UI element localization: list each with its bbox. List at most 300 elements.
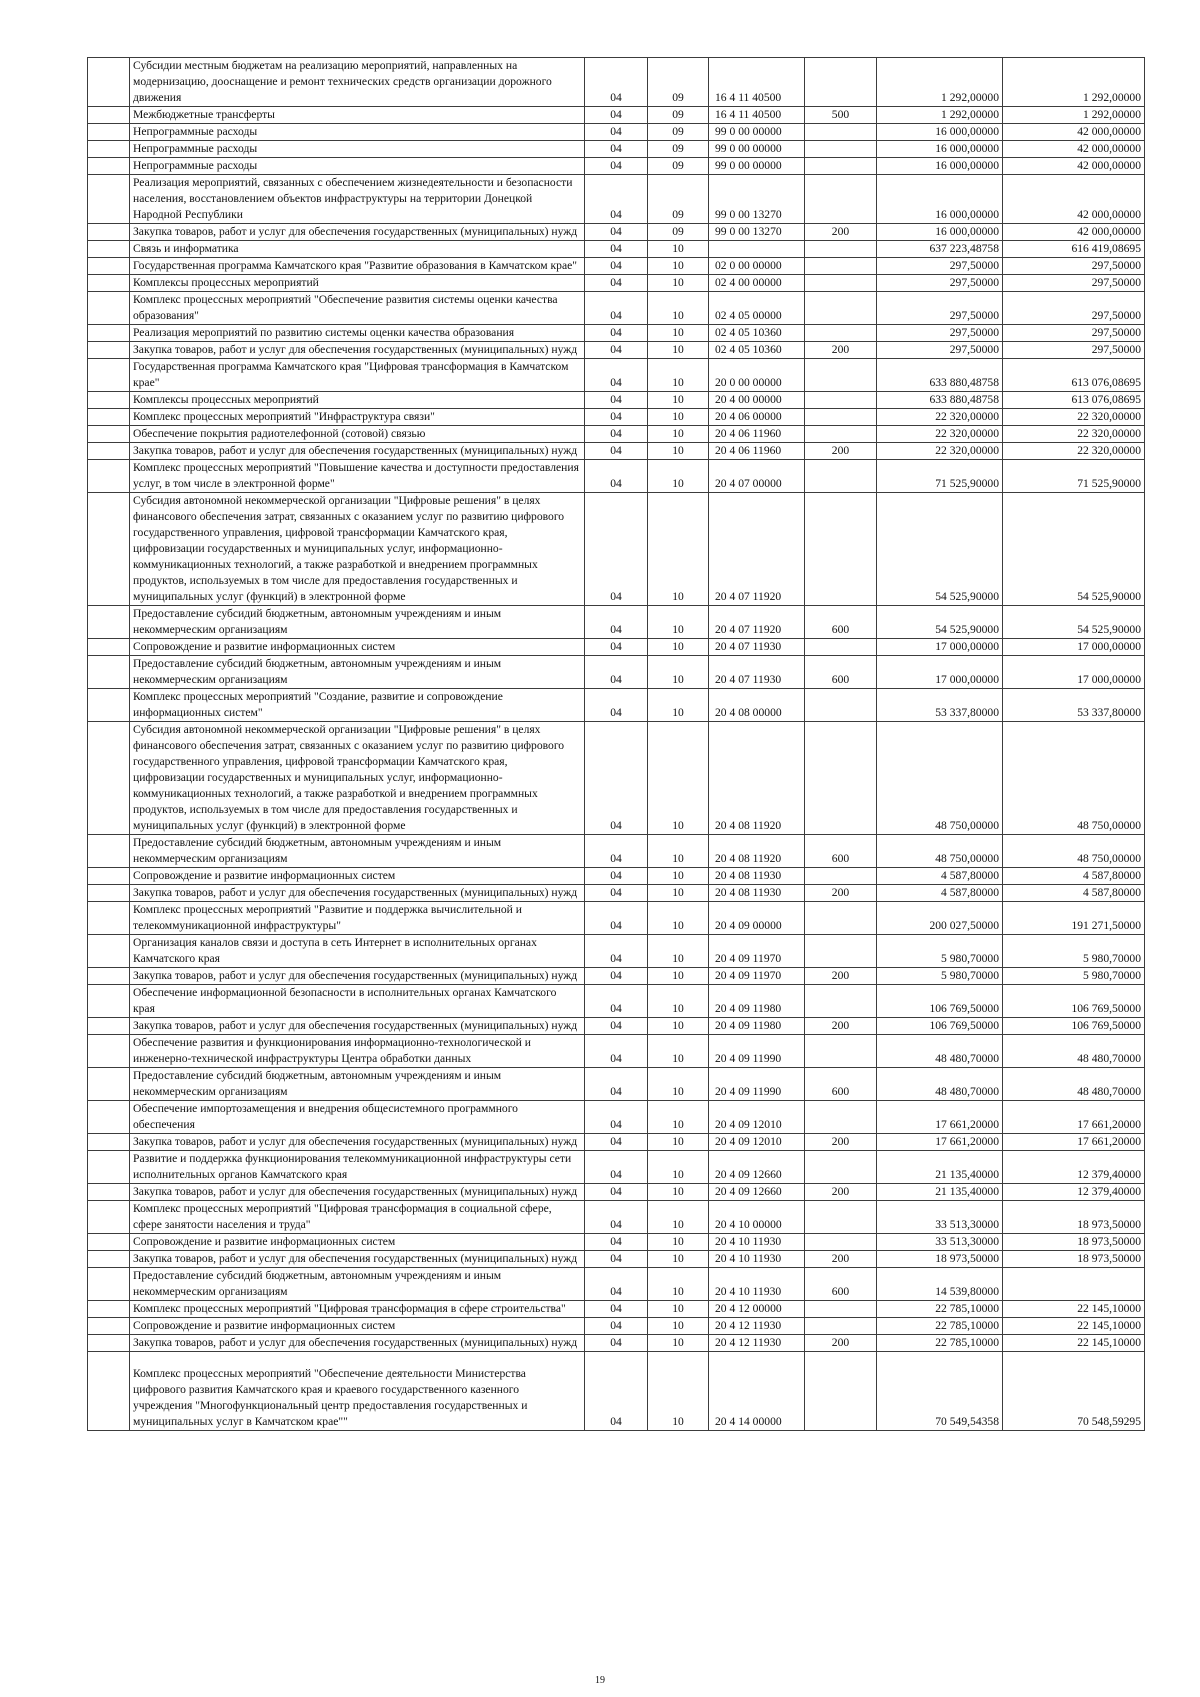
- subsection-code-cell: 10: [648, 1201, 709, 1234]
- target-article-code-cell: 20 4 07 11920: [709, 493, 805, 606]
- row-number-cell: [88, 1018, 130, 1035]
- target-article-code-cell: 20 4 09 00000: [709, 902, 805, 935]
- expense-type-code-cell: [805, 392, 877, 409]
- target-article-code-cell: 16 4 11 40500: [709, 107, 805, 124]
- table-row: [88, 1335, 1145, 1352]
- expense-name-cell: Обеспечение развития и функционирования информационно-технологической и инженерно-технической инфраструктуры Центра обработки данных: [130, 1035, 585, 1068]
- target-article-code-cell: 20 4 07 11930: [709, 639, 805, 656]
- table-row: [88, 902, 1145, 935]
- expense-name-cell: Обеспечение импортозамещения и внедрения общесистемного программного обеспечения: [130, 1101, 585, 1134]
- amount-year1-cell: 16 000,00000: [877, 175, 1003, 224]
- section-code-cell: 04: [585, 722, 648, 835]
- table-row: [88, 124, 1145, 141]
- amount-year2-cell: 22 320,00000: [1003, 443, 1145, 460]
- expense-name-cell: Комплекс процессных мероприятий "Обеспечение деятельности Министерства цифрового развития Камчатского края и краевого государственного казенного учреждения "Многофункциональный центр предоставления государственных и муниципальных услуг в Камчатском крае"": [130, 1352, 585, 1431]
- row-number-cell: [88, 1318, 130, 1335]
- table-row: [88, 342, 1145, 359]
- row-number-cell: [88, 1201, 130, 1234]
- table-row: [88, 935, 1145, 968]
- target-article-code-cell: 20 4 09 11990: [709, 1035, 805, 1068]
- subsection-code-cell: 10: [648, 935, 709, 968]
- subsection-code-cell: 10: [648, 1335, 709, 1352]
- amount-year2-cell: 191 271,50000: [1003, 902, 1145, 935]
- table-row: [88, 1352, 1145, 1431]
- subsection-code-cell: 10: [648, 359, 709, 392]
- amount-year2-cell: 297,50000: [1003, 275, 1145, 292]
- amount-year2-cell: 17 661,20000: [1003, 1101, 1145, 1134]
- expense-name-cell: Комплекс процессных мероприятий "Цифровая трансформация в социальной сфере, сфере занятости населения и труда": [130, 1201, 585, 1234]
- table-row: [88, 175, 1145, 224]
- expense-name-cell: Государственная программа Камчатского края "Развитие образования в Камчатском крае": [130, 258, 585, 275]
- amount-year1-cell: 5 980,70000: [877, 968, 1003, 985]
- target-article-code-cell: 99 0 00 13270: [709, 175, 805, 224]
- target-article-code-cell: 20 4 09 11970: [709, 935, 805, 968]
- section-code-cell: 04: [585, 1352, 648, 1431]
- target-article-code-cell: 20 4 06 00000: [709, 409, 805, 426]
- amount-year1-cell: 633 880,48758: [877, 359, 1003, 392]
- section-code-cell: 04: [585, 258, 648, 275]
- target-article-code-cell: 99 0 00 00000: [709, 141, 805, 158]
- expense-type-code-cell: [805, 124, 877, 141]
- amount-year2-cell: 12 379,40000: [1003, 1151, 1145, 1184]
- expense-name-cell: Комплексы процессных мероприятий: [130, 392, 585, 409]
- table-row: [88, 224, 1145, 241]
- subsection-code-cell: 10: [648, 1251, 709, 1268]
- expense-type-code-cell: [805, 409, 877, 426]
- section-code-cell: 04: [585, 689, 648, 722]
- row-number-cell: [88, 1301, 130, 1318]
- row-number-cell: [88, 606, 130, 639]
- section-code-cell: 04: [585, 1068, 648, 1101]
- budget-table-sheet: [87, 57, 1144, 1431]
- row-number-cell: [88, 935, 130, 968]
- section-code-cell: 04: [585, 1035, 648, 1068]
- section-code-cell: 04: [585, 342, 648, 359]
- row-number-cell: [88, 1251, 130, 1268]
- subsection-code-cell: 10: [648, 258, 709, 275]
- subsection-code-cell: 10: [648, 639, 709, 656]
- amount-year1-cell: 18 973,50000: [877, 1251, 1003, 1268]
- amount-year2-cell: 613 076,08695: [1003, 392, 1145, 409]
- amount-year1-cell: 16 000,00000: [877, 124, 1003, 141]
- section-code-cell: 04: [585, 224, 648, 241]
- row-number-cell: [88, 175, 130, 224]
- amount-year1-cell: 48 750,00000: [877, 722, 1003, 835]
- target-article-code-cell: 20 4 09 11970: [709, 968, 805, 985]
- row-number-cell: [88, 325, 130, 342]
- table-row: [88, 1134, 1145, 1151]
- expense-name-cell: Закупка товаров, работ и услуг для обеспечения государственных (муниципальных) нужд: [130, 443, 585, 460]
- expense-name-cell: Субсидия автономной некоммерческой организации "Цифровые решения" в целях финансового обеспечения затрат, связанных с оказанием услуг по развитию цифрового государственного управления, цифровой трансформации Камчатского края, цифровизации государственных и муниципальных услуг, информационно-коммуникационных технологий, а также разработкой и внедрением программных продуктов, используемых в том числе для предоставления государственных и муниципальных услуг (функций) в электронной форме: [130, 722, 585, 835]
- amount-year1-cell: 48 480,70000: [877, 1035, 1003, 1068]
- subsection-code-cell: 10: [648, 342, 709, 359]
- table-row: [88, 1151, 1145, 1184]
- amount-year2-cell: 42 000,00000: [1003, 124, 1145, 141]
- amount-year2-cell: 616 419,08695: [1003, 241, 1145, 258]
- row-number-cell: [88, 342, 130, 359]
- amount-year1-cell: 17 000,00000: [877, 639, 1003, 656]
- subsection-code-cell: 10: [648, 443, 709, 460]
- subsection-code-cell: 09: [648, 58, 709, 107]
- expense-name-cell: Комплекс процессных мероприятий "Развитие и поддержка вычислительной и телекоммуникационной инфраструктуры": [130, 902, 585, 935]
- row-number-cell: [88, 58, 130, 107]
- section-code-cell: 04: [585, 443, 648, 460]
- amount-year2-cell: 42 000,00000: [1003, 224, 1145, 241]
- amount-year2-cell: 48 480,70000: [1003, 1035, 1145, 1068]
- subsection-code-cell: 10: [648, 1318, 709, 1335]
- subsection-code-cell: 10: [648, 1352, 709, 1431]
- amount-year2-cell: 297,50000: [1003, 258, 1145, 275]
- subsection-code-cell: 09: [648, 141, 709, 158]
- table-row: [88, 275, 1145, 292]
- expense-type-code-cell: 600: [805, 835, 877, 868]
- amount-year1-cell: 4 587,80000: [877, 868, 1003, 885]
- row-number-cell: [88, 968, 130, 985]
- expense-name-cell: Сопровождение и развитие информационных систем: [130, 868, 585, 885]
- table-row: [88, 1201, 1145, 1234]
- amount-year1-cell: 53 337,80000: [877, 689, 1003, 722]
- amount-year1-cell: 297,50000: [877, 292, 1003, 325]
- amount-year2-cell: 106 769,50000: [1003, 1018, 1145, 1035]
- amount-year1-cell: 22 320,00000: [877, 426, 1003, 443]
- section-code-cell: 04: [585, 493, 648, 606]
- row-number-cell: [88, 1068, 130, 1101]
- row-number-cell: [88, 835, 130, 868]
- amount-year1-cell: 21 135,40000: [877, 1184, 1003, 1201]
- expense-type-code-cell: [805, 460, 877, 493]
- subsection-code-cell: 10: [648, 868, 709, 885]
- expense-type-code-cell: 200: [805, 1251, 877, 1268]
- expense-name-cell: Закупка товаров, работ и услуг для обеспечения государственных (муниципальных) нужд: [130, 224, 585, 241]
- expense-name-cell: Связь и информатика: [130, 241, 585, 258]
- expense-type-code-cell: [805, 275, 877, 292]
- amount-year1-cell: 1 292,00000: [877, 58, 1003, 107]
- amount-year1-cell: 48 480,70000: [877, 1068, 1003, 1101]
- section-code-cell: 04: [585, 426, 648, 443]
- section-code-cell: 04: [585, 968, 648, 985]
- expense-type-code-cell: [805, 359, 877, 392]
- section-code-cell: 04: [585, 902, 648, 935]
- row-number-cell: [88, 656, 130, 689]
- table-row: [88, 1251, 1145, 1268]
- expense-name-cell: Предоставление субсидий бюджетным, автономным учреждениям и иным некоммерческим организациям: [130, 1068, 585, 1101]
- table-row: [88, 1068, 1145, 1101]
- amount-year1-cell: 16 000,00000: [877, 158, 1003, 175]
- expense-type-code-cell: [805, 935, 877, 968]
- section-code-cell: 04: [585, 639, 648, 656]
- amount-year2-cell: 48 480,70000: [1003, 1068, 1145, 1101]
- expense-name-cell: Межбюджетные трансферты: [130, 107, 585, 124]
- amount-year2-cell: 42 000,00000: [1003, 158, 1145, 175]
- amount-year2-cell: 613 076,08695: [1003, 359, 1145, 392]
- target-article-code-cell: 99 0 00 00000: [709, 124, 805, 141]
- amount-year2-cell: 12 379,40000: [1003, 1184, 1145, 1201]
- target-article-code-cell: 20 4 00 00000: [709, 392, 805, 409]
- expense-type-code-cell: [805, 241, 877, 258]
- table-row: [88, 258, 1145, 275]
- table-row: [88, 722, 1145, 835]
- amount-year2-cell: 71 525,90000: [1003, 460, 1145, 493]
- amount-year2-cell: 54 525,90000: [1003, 606, 1145, 639]
- row-number-cell: [88, 868, 130, 885]
- subsection-code-cell: 10: [648, 985, 709, 1018]
- section-code-cell: 04: [585, 1301, 648, 1318]
- row-number-cell: [88, 443, 130, 460]
- expense-type-code-cell: [805, 1234, 877, 1251]
- expense-name-cell: Обеспечение покрытия радиотелефонной (сотовой) связью: [130, 426, 585, 443]
- row-number-cell: [88, 107, 130, 124]
- subsection-code-cell: 10: [648, 493, 709, 606]
- expense-name-cell: Закупка товаров, работ и услуг для обеспечения государственных (муниципальных) нужд: [130, 1335, 585, 1352]
- expense-type-code-cell: 600: [805, 606, 877, 639]
- amount-year2-cell: 22 145,10000: [1003, 1335, 1145, 1352]
- subsection-code-cell: 10: [648, 1151, 709, 1184]
- row-number-cell: [88, 241, 130, 258]
- table-row: [88, 493, 1145, 606]
- target-article-code-cell: 20 4 10 11930: [709, 1268, 805, 1301]
- amount-year2-cell: 70 548,59295: [1003, 1352, 1145, 1431]
- target-article-code-cell: 20 4 07 11930: [709, 656, 805, 689]
- target-article-code-cell: 02 4 05 10360: [709, 342, 805, 359]
- amount-year1-cell: 54 525,90000: [877, 493, 1003, 606]
- table-row: [88, 1318, 1145, 1335]
- expense-type-code-cell: 200: [805, 968, 877, 985]
- amount-year1-cell: 297,50000: [877, 325, 1003, 342]
- target-article-code-cell: 99 0 00 00000: [709, 158, 805, 175]
- row-number-cell: [88, 359, 130, 392]
- section-code-cell: 04: [585, 935, 648, 968]
- section-code-cell: 04: [585, 325, 648, 342]
- amount-year2-cell: 297,50000: [1003, 325, 1145, 342]
- amount-year2-cell: 5 980,70000: [1003, 935, 1145, 968]
- section-code-cell: 04: [585, 107, 648, 124]
- row-number-cell: [88, 1335, 130, 1352]
- section-code-cell: 04: [585, 292, 648, 325]
- expense-type-code-cell: [805, 1301, 877, 1318]
- subsection-code-cell: 10: [648, 241, 709, 258]
- table-row: [88, 606, 1145, 639]
- expense-type-code-cell: [805, 292, 877, 325]
- expense-type-code-cell: [805, 1101, 877, 1134]
- section-code-cell: 04: [585, 359, 648, 392]
- row-number-cell: [88, 1134, 130, 1151]
- amount-year2-cell: 42 000,00000: [1003, 141, 1145, 158]
- table-row: [88, 968, 1145, 985]
- amount-year2-cell: 48 750,00000: [1003, 835, 1145, 868]
- subsection-code-cell: 10: [648, 689, 709, 722]
- expense-type-code-cell: [805, 141, 877, 158]
- expense-type-code-cell: 600: [805, 1068, 877, 1101]
- target-article-code-cell: 02 4 00 00000: [709, 275, 805, 292]
- row-number-cell: [88, 292, 130, 325]
- target-article-code-cell: 02 4 05 10360: [709, 325, 805, 342]
- row-number-cell: [88, 1151, 130, 1184]
- subsection-code-cell: 10: [648, 409, 709, 426]
- target-article-code-cell: 20 4 09 12660: [709, 1184, 805, 1201]
- expense-type-code-cell: 200: [805, 443, 877, 460]
- section-code-cell: 04: [585, 1134, 648, 1151]
- section-code-cell: 04: [585, 985, 648, 1018]
- row-number-cell: [88, 493, 130, 606]
- amount-year1-cell: 17 000,00000: [877, 656, 1003, 689]
- expense-type-code-cell: 600: [805, 656, 877, 689]
- row-number-cell: [88, 409, 130, 426]
- subsection-code-cell: 10: [648, 1101, 709, 1134]
- subsection-code-cell: 10: [648, 722, 709, 835]
- expense-name-cell: Предоставление субсидий бюджетным, автономным учреждениям и иным некоммерческим организациям: [130, 656, 585, 689]
- expense-name-cell: Непрограммные расходы: [130, 141, 585, 158]
- page-number: 19: [595, 1675, 605, 1686]
- expense-name-cell: Закупка товаров, работ и услуг для обеспечения государственных (муниципальных) нужд: [130, 1251, 585, 1268]
- target-article-code-cell: 20 4 14 00000: [709, 1352, 805, 1431]
- subsection-code-cell: 10: [648, 1068, 709, 1101]
- expense-name-cell: Обеспечение информационной безопасности в исполнительных органах Камчатского края: [130, 985, 585, 1018]
- row-number-cell: [88, 124, 130, 141]
- amount-year1-cell: 4 587,80000: [877, 885, 1003, 902]
- amount-year2-cell: 48 750,00000: [1003, 722, 1145, 835]
- target-article-code-cell: 20 4 08 11920: [709, 835, 805, 868]
- amount-year1-cell: 48 750,00000: [877, 835, 1003, 868]
- amount-year1-cell: 22 785,10000: [877, 1301, 1003, 1318]
- target-article-code-cell: 20 4 08 00000: [709, 689, 805, 722]
- amount-year1-cell: 200 027,50000: [877, 902, 1003, 935]
- subsection-code-cell: 09: [648, 224, 709, 241]
- budget-table: [87, 57, 1145, 1431]
- expense-name-cell: Предоставление субсидий бюджетным, автономным учреждениям и иным некоммерческим организациям: [130, 835, 585, 868]
- row-number-cell: [88, 1184, 130, 1201]
- expense-name-cell: Организация каналов связи и доступа в сеть Интернет в исполнительных органах Камчатского края: [130, 935, 585, 968]
- section-code-cell: 04: [585, 1251, 648, 1268]
- expense-name-cell: Закупка товаров, работ и услуг для обеспечения государственных (муниципальных) нужд: [130, 885, 585, 902]
- target-article-code-cell: 99 0 00 13270: [709, 224, 805, 241]
- expense-name-cell: Комплекс процессных мероприятий "Создание, развитие и сопровождение информационных систем": [130, 689, 585, 722]
- section-code-cell: 04: [585, 275, 648, 292]
- expense-name-cell: Комплекс процессных мероприятий "Обеспечение развития системы оценки качества образования": [130, 292, 585, 325]
- table-row: [88, 1018, 1145, 1035]
- target-article-code-cell: 20 4 12 11930: [709, 1318, 805, 1335]
- table-row: [88, 985, 1145, 1018]
- expense-type-code-cell: 200: [805, 1018, 877, 1035]
- section-code-cell: 04: [585, 1318, 648, 1335]
- expense-name-cell: Непрограммные расходы: [130, 124, 585, 141]
- expense-name-cell: Предоставление субсидий бюджетным, автономным учреждениям и иным некоммерческим организациям: [130, 1268, 585, 1301]
- section-code-cell: 04: [585, 1234, 648, 1251]
- subsection-code-cell: 10: [648, 656, 709, 689]
- expense-type-code-cell: [805, 1352, 877, 1431]
- table-row: [88, 359, 1145, 392]
- expense-name-cell: Закупка товаров, работ и услуг для обеспечения государственных (муниципальных) нужд: [130, 1018, 585, 1035]
- table-row: [88, 325, 1145, 342]
- row-number-cell: [88, 639, 130, 656]
- row-number-cell: [88, 1268, 130, 1301]
- target-article-code-cell: 20 4 06 11960: [709, 426, 805, 443]
- table-row: [88, 868, 1145, 885]
- expense-type-code-cell: [805, 1035, 877, 1068]
- table-row: [88, 443, 1145, 460]
- expense-name-cell: Закупка товаров, работ и услуг для обеспечения государственных (муниципальных) нужд: [130, 1134, 585, 1151]
- amount-year2-cell: 17 000,00000: [1003, 656, 1145, 689]
- table-row: [88, 241, 1145, 258]
- row-number-cell: [88, 722, 130, 835]
- subsection-code-cell: 10: [648, 460, 709, 493]
- amount-year1-cell: 21 135,40000: [877, 1151, 1003, 1184]
- target-article-code-cell: 16 4 11 40500: [709, 58, 805, 107]
- subsection-code-cell: 10: [648, 1035, 709, 1068]
- amount-year1-cell: 297,50000: [877, 258, 1003, 275]
- section-code-cell: 04: [585, 868, 648, 885]
- section-code-cell: 04: [585, 58, 648, 107]
- section-code-cell: 04: [585, 1335, 648, 1352]
- amount-year1-cell: 633 880,48758: [877, 392, 1003, 409]
- subsection-code-cell: 10: [648, 1268, 709, 1301]
- subsection-code-cell: 10: [648, 968, 709, 985]
- amount-year1-cell: 54 525,90000: [877, 606, 1003, 639]
- expense-type-code-cell: [805, 1201, 877, 1234]
- expense-name-cell: Предоставление субсидий бюджетным, автономным учреждениям и иным некоммерческим организациям: [130, 606, 585, 639]
- table-row: [88, 292, 1145, 325]
- section-code-cell: 04: [585, 409, 648, 426]
- amount-year1-cell: 17 661,20000: [877, 1101, 1003, 1134]
- table-row: [88, 1234, 1145, 1251]
- target-article-code-cell: 20 4 09 12010: [709, 1134, 805, 1151]
- subsection-code-cell: 09: [648, 158, 709, 175]
- expense-type-code-cell: 200: [805, 1335, 877, 1352]
- expense-type-code-cell: [805, 722, 877, 835]
- amount-year1-cell: 5 980,70000: [877, 935, 1003, 968]
- row-number-cell: [88, 689, 130, 722]
- target-article-code-cell: 20 4 10 11930: [709, 1234, 805, 1251]
- expense-type-code-cell: 200: [805, 1134, 877, 1151]
- table-row: [88, 409, 1145, 426]
- section-code-cell: 04: [585, 606, 648, 639]
- amount-year2-cell: 22 320,00000: [1003, 426, 1145, 443]
- expense-name-cell: Субсидии местным бюджетам на реализацию мероприятий, направленных на модернизацию, дооснащение и ремонт технических средств организации дорожного движения: [130, 58, 585, 107]
- expense-type-code-cell: [805, 158, 877, 175]
- section-code-cell: 04: [585, 141, 648, 158]
- target-article-code-cell: 20 4 06 11960: [709, 443, 805, 460]
- subsection-code-cell: 10: [648, 392, 709, 409]
- amount-year2-cell: 297,50000: [1003, 342, 1145, 359]
- expense-type-code-cell: [805, 902, 877, 935]
- subsection-code-cell: 10: [648, 1301, 709, 1318]
- amount-year1-cell: 16 000,00000: [877, 141, 1003, 158]
- amount-year2-cell: 42 000,00000: [1003, 175, 1145, 224]
- expense-type-code-cell: [805, 1151, 877, 1184]
- table-row: [88, 1184, 1145, 1201]
- amount-year1-cell: 22 320,00000: [877, 443, 1003, 460]
- amount-year1-cell: 71 525,90000: [877, 460, 1003, 493]
- subsection-code-cell: 10: [648, 835, 709, 868]
- amount-year2-cell: 4 587,80000: [1003, 868, 1145, 885]
- row-number-cell: [88, 392, 130, 409]
- amount-year1-cell: 70 549,54358: [877, 1352, 1003, 1431]
- amount-year2-cell: 54 525,90000: [1003, 493, 1145, 606]
- amount-year2-cell: 17 000,00000: [1003, 639, 1145, 656]
- expense-name-cell: Закупка товаров, работ и услуг для обеспечения государственных (муниципальных) нужд: [130, 1184, 585, 1201]
- section-code-cell: 04: [585, 1268, 648, 1301]
- section-code-cell: 04: [585, 175, 648, 224]
- target-article-code-cell: 02 4 05 00000: [709, 292, 805, 325]
- table-row: [88, 1035, 1145, 1068]
- amount-year2-cell: 17 661,20000: [1003, 1134, 1145, 1151]
- amount-year2-cell: 18 973,50000: [1003, 1251, 1145, 1268]
- expense-name-cell: Закупка товаров, работ и услуг для обеспечения государственных (муниципальных) нужд: [130, 968, 585, 985]
- amount-year2-cell: 18 973,50000: [1003, 1201, 1145, 1234]
- table-row: [88, 426, 1145, 443]
- subsection-code-cell: 09: [648, 124, 709, 141]
- subsection-code-cell: 10: [648, 1134, 709, 1151]
- expense-type-code-cell: 200: [805, 1184, 877, 1201]
